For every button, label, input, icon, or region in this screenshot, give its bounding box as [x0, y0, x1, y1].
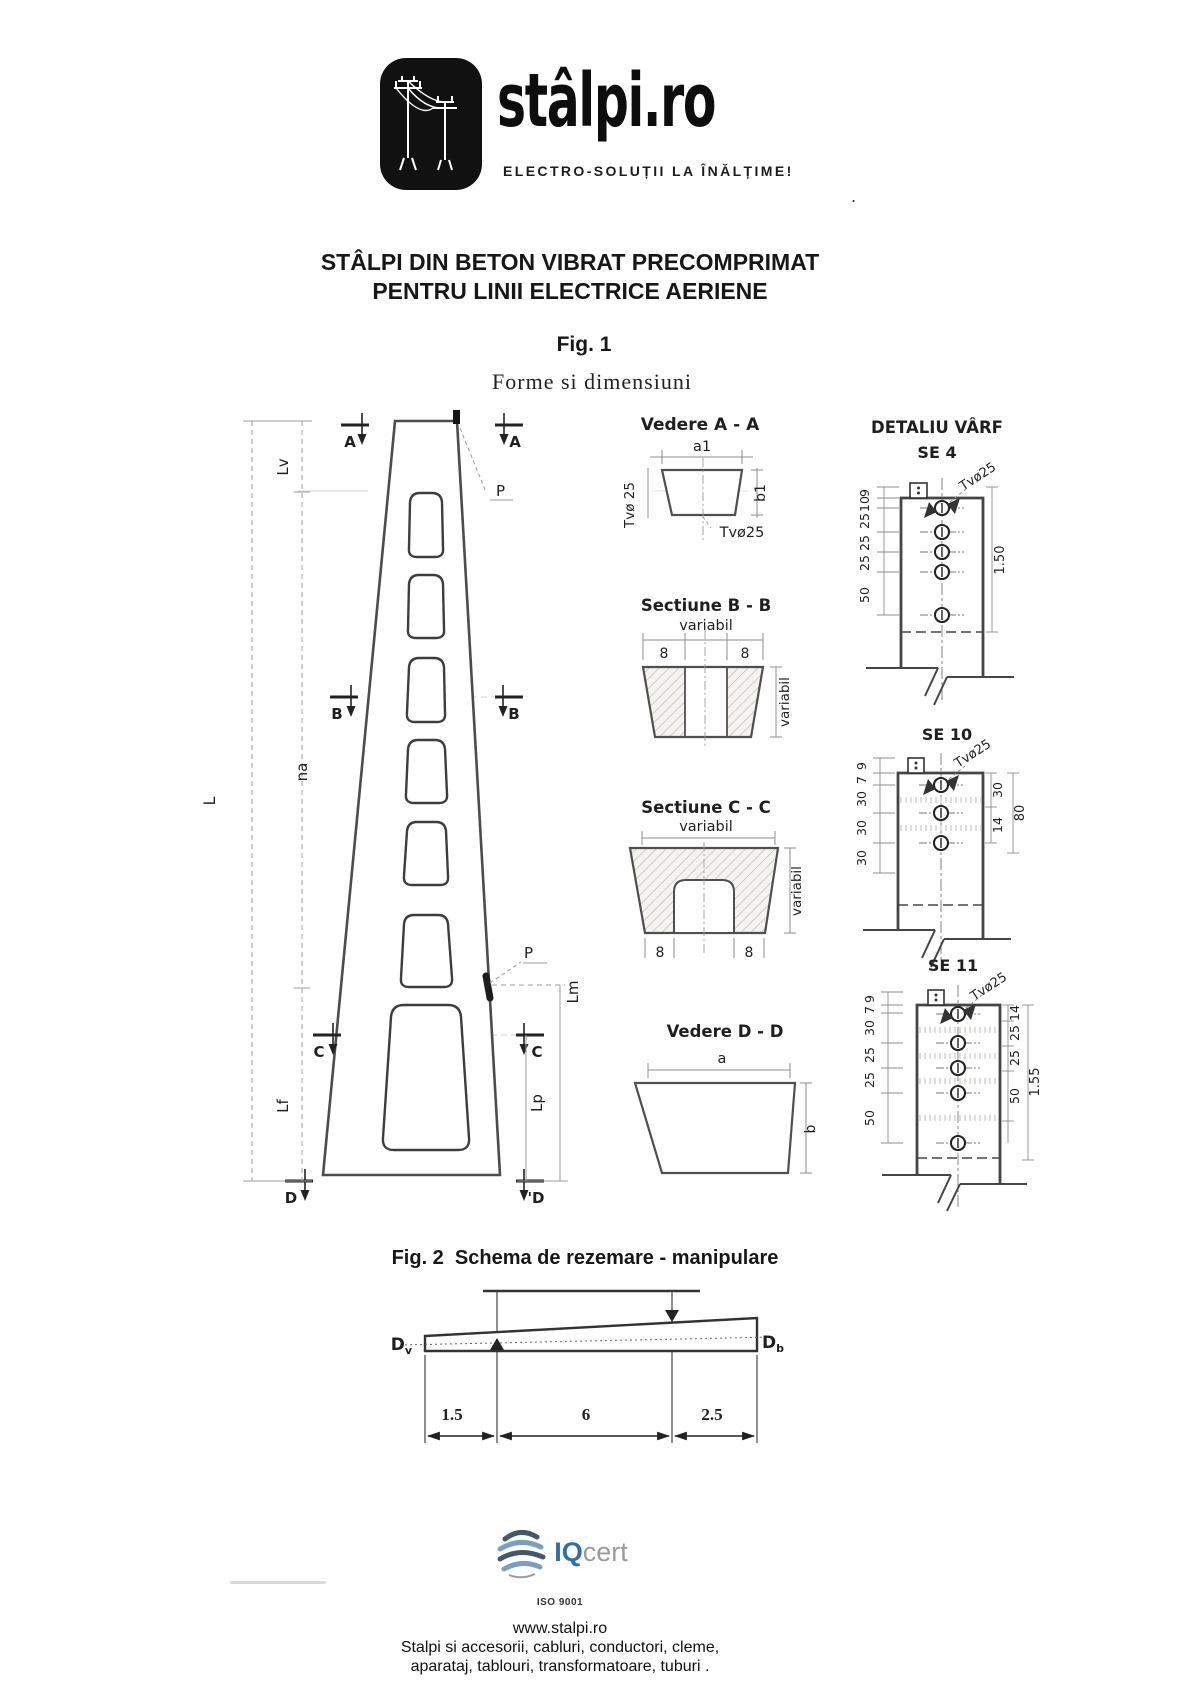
- footer-line2: aparataj, tablouri, transformatoare, tuburi .: [410, 1658, 710, 1675]
- dim-Lp-label: Lp: [528, 1094, 546, 1112]
- se11-holes: [936, 995, 982, 1150]
- se11-dim: 14: [1007, 1005, 1022, 1021]
- site-url: www.stalpi.ro: [512, 1620, 608, 1637]
- footer: [160, 1524, 960, 1676]
- vedere-dd-dim-a: a: [717, 1051, 727, 1067]
- dim-Lm-label: Lm: [564, 980, 582, 1004]
- vedere-dd-title: Vedere D - D: [666, 1022, 784, 1041]
- fig2-caption: Fig. 2 Schema de rezemare - manipulare: [391, 1247, 779, 1269]
- pole-edge-tab: [486, 976, 490, 998]
- se10-dim: 30: [854, 820, 869, 836]
- vedere-aa-title: Vedere A - A: [640, 415, 760, 435]
- vedere-aa-dim-a1: a1: [692, 439, 712, 455]
- iqcert-globe-icon: [492, 1524, 548, 1580]
- sectiune-cc-variabil-right: variabil: [789, 866, 805, 916]
- sectiune-bb-title: Sectiune B - B: [640, 596, 772, 615]
- p-top-label: P: [496, 482, 506, 500]
- vedere-aa: [622, 415, 769, 541]
- vedere-dd: [635, 1022, 819, 1173]
- sectiune-cc: [630, 798, 805, 961]
- se11-dim: 25: [862, 1072, 877, 1088]
- se11-tv-label: Tvø25: [968, 969, 1011, 1005]
- se10-dim: 9: [854, 762, 869, 770]
- detaliu-se4: [857, 443, 1014, 705]
- se4-dim: 50: [857, 587, 872, 603]
- se10-title: SE 10: [921, 725, 973, 744]
- document-title-line2: PENTRU LINII ELECTRICE AERIENE: [372, 278, 768, 304]
- se10-tv-label: Tvø25: [952, 736, 995, 772]
- se4-dim: 10: [857, 496, 872, 512]
- section-a-left-label: A: [344, 433, 356, 451]
- dim-na-label: na: [293, 762, 311, 782]
- se10-dim: 30: [854, 850, 869, 866]
- sectiune-bb-variabil-right: variabil: [777, 677, 793, 727]
- fig1-caption: Fig. 1: [556, 333, 612, 356]
- vedere-dd-dim-b: b: [803, 1124, 819, 1134]
- se10-dim: 7: [854, 776, 869, 784]
- sectiune-cc-variabil-top: variabil: [679, 819, 733, 835]
- fig2-dim-15: 1.5: [441, 1405, 463, 1424]
- section-a-right-label: A: [509, 433, 521, 451]
- se10-holes: [919, 766, 965, 850]
- brand-wordmark: stâlpi.ro: [497, 58, 716, 144]
- sectiune-bb: [641, 596, 793, 748]
- section-d-right-label: 'D: [527, 1189, 545, 1207]
- footer-line1: Stalpi si accesorii, cabluri, conductori, cleme,: [400, 1639, 720, 1656]
- fig2-dv-label: $D_v$: [390, 1335, 412, 1357]
- fig2-support-right: [665, 1310, 679, 1322]
- dim-Lf-label: Lf: [274, 1099, 292, 1113]
- section-b-left-label: B: [331, 705, 343, 723]
- detaliu-se10: [854, 725, 1028, 967]
- se11-title: SE 11: [927, 956, 979, 975]
- iqcert-wordmark: IQcert: [554, 1536, 628, 1567]
- vedere-aa-tv-bottom: Tvø25: [719, 525, 765, 541]
- brand-tagline: ELECTRO-SOLUȚII LA ÎNĂLȚIME!: [503, 163, 794, 179]
- stray-dot: .: [851, 186, 857, 206]
- dim-Lv-label: Lv: [274, 458, 292, 476]
- fig2-db-label: $D_b$: [762, 1333, 784, 1355]
- iqcert-logo: [160, 1524, 960, 1580]
- fig2-dim-6: 6: [581, 1405, 591, 1424]
- section-d-left-label: D: [284, 1189, 298, 1207]
- section-c-left-label: C: [313, 1043, 325, 1061]
- se11-dim-155: 1.55: [1028, 1067, 1043, 1097]
- section-b-right-label: B: [508, 705, 520, 723]
- se10-dim-80: 80: [1013, 804, 1028, 822]
- sectiune-cc-8-left: 8: [655, 945, 665, 961]
- se11-dim: 25: [1007, 1050, 1022, 1066]
- document-title-line1: STÂLPI DIN BETON VIBRAT PRECOMPRIMAT: [320, 249, 820, 275]
- section-c-right-label: C: [531, 1043, 543, 1061]
- detaliu-varf: [854, 418, 1043, 1211]
- fig2-drawing: [391, 1291, 784, 1443]
- iso-label: ISO 9001: [536, 1597, 584, 1608]
- sectiune-bb-variabil-top: variabil: [679, 618, 733, 634]
- se4-tv-label: Tvø25: [957, 459, 1000, 495]
- sectiune-cc-title: Sectiune C - C: [641, 798, 771, 817]
- se11-dim: 50: [862, 1110, 877, 1126]
- fig2-pole-beam: [425, 1318, 757, 1351]
- vedere-aa-dim-b1: b1: [753, 484, 769, 502]
- se4-dim: 9: [857, 489, 872, 497]
- sectiune-cc-8-right: 8: [744, 945, 754, 961]
- dim-L-label: L: [200, 796, 219, 806]
- pole-top-tab: [453, 410, 460, 424]
- p-mid-label: P: [524, 944, 534, 962]
- iqcert-tagline-bar: [230, 1581, 326, 1584]
- detaliu-title: DETALIU VÂRF: [871, 418, 1003, 437]
- detaliu-se11: [862, 956, 1043, 1211]
- se11-dim: 9: [862, 995, 877, 1003]
- sectiune-bb-8-right: 8: [740, 646, 750, 662]
- se4-title: SE 4: [917, 443, 957, 462]
- se4-dim: 25: [857, 513, 872, 529]
- se4-dim-150: 1.50: [993, 545, 1008, 575]
- se11-dim: 25: [1007, 1025, 1022, 1041]
- se11-dim: 25: [862, 1047, 877, 1063]
- se11-dim: 7: [862, 1006, 877, 1014]
- vedere-aa-tv-left: Tvø 25: [622, 482, 638, 528]
- se4-dim: 25: [857, 535, 872, 551]
- se4-holes: [920, 489, 966, 622]
- sectiune-bb-8-left: 8: [659, 646, 669, 662]
- se10-dim: 14: [990, 817, 1005, 833]
- fig1-subtitle: Forme si dimensiuni: [492, 369, 692, 394]
- se11-dim: 50: [1007, 1088, 1022, 1104]
- se4-dim: 25: [857, 555, 872, 571]
- se10-dim: 30: [854, 791, 869, 807]
- fig2-dim-25: 2.5: [701, 1405, 723, 1424]
- se11-dim: 30: [862, 1020, 877, 1036]
- se10-dim: 30: [990, 782, 1005, 798]
